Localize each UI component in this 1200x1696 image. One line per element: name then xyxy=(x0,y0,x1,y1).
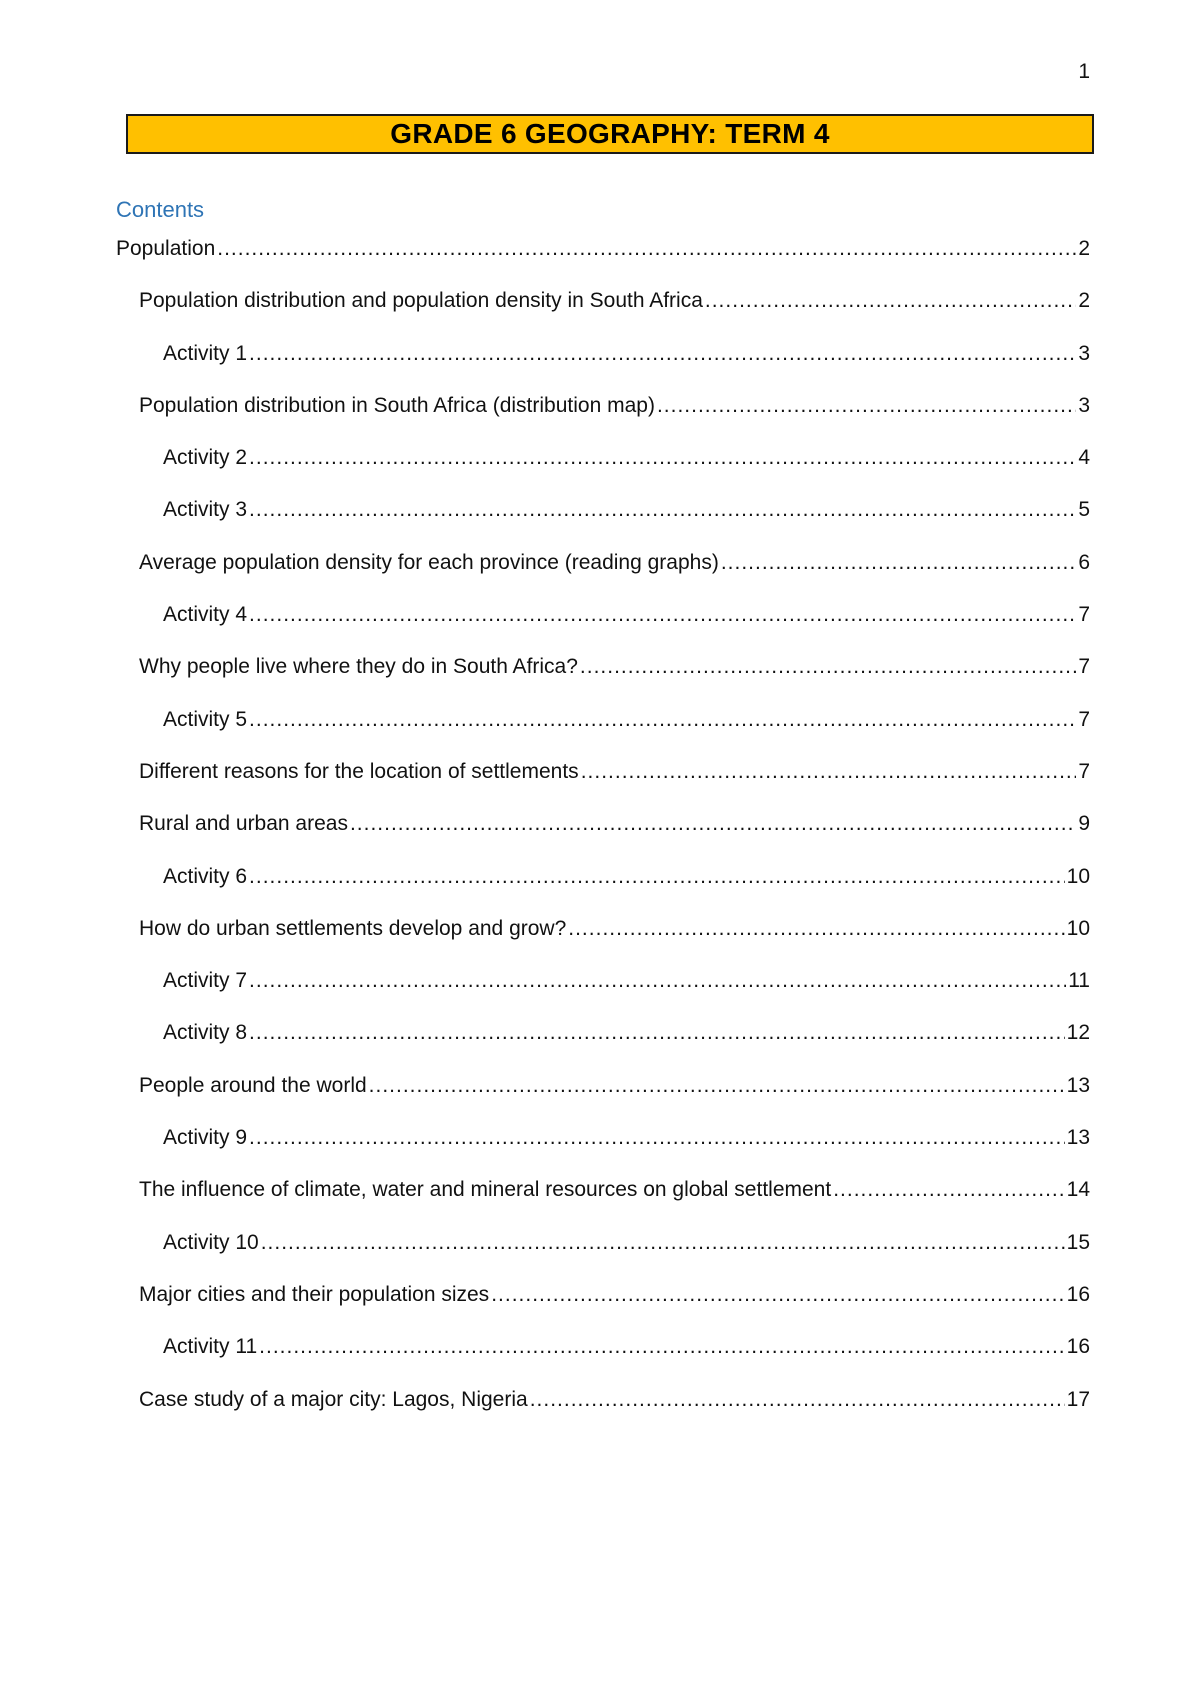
toc-entry[interactable] xyxy=(116,393,1090,445)
toc-entry-page[interactable]: 12 xyxy=(1066,1021,1090,1045)
toc-dot-leader xyxy=(261,1230,1065,1256)
toc-dot-leader xyxy=(249,445,1076,471)
toc-entry-page[interactable]: 17 xyxy=(1066,1387,1090,1411)
toc-entry[interactable] xyxy=(116,707,1090,759)
toc-entry[interactable] xyxy=(116,864,1090,916)
toc-entry-title[interactable]: Activity 2 xyxy=(163,446,248,470)
toc-dot-leader xyxy=(249,1125,1065,1151)
toc-entry-title[interactable]: Population distribution in South Africa (distribution map) xyxy=(139,393,655,417)
toc-entry-title[interactable]: Activity 6 xyxy=(163,864,248,888)
toc-entry[interactable] xyxy=(116,288,1090,340)
toc-entry-title[interactable]: Activity 4 xyxy=(163,603,248,627)
toc-entry-page[interactable]: 7 xyxy=(1078,603,1090,627)
toc-entry-page[interactable]: 6 xyxy=(1078,550,1090,574)
toc-entry-page[interactable]: 13 xyxy=(1066,1126,1090,1150)
toc-entry[interactable] xyxy=(116,916,1090,968)
toc-entry-page[interactable]: 16 xyxy=(1066,1282,1090,1306)
title-banner xyxy=(126,114,1094,154)
toc-entry-title[interactable]: Activity 11 xyxy=(163,1335,258,1359)
toc-dot-leader xyxy=(581,759,1077,785)
toc-entry-page[interactable]: 3 xyxy=(1078,341,1090,365)
toc-entry[interactable] xyxy=(116,1073,1090,1125)
toc-entry[interactable] xyxy=(116,654,1090,706)
toc-entry[interactable] xyxy=(116,341,1090,393)
toc-entry[interactable] xyxy=(116,1282,1090,1334)
toc-entry-page[interactable]: 15 xyxy=(1066,1230,1090,1254)
toc-entry-page[interactable]: 7 xyxy=(1078,707,1090,731)
toc-entry-page[interactable]: 10 xyxy=(1066,916,1090,940)
toc-entry-title[interactable]: Population distribution and population density in South Africa xyxy=(139,289,703,313)
toc-dot-leader xyxy=(350,811,1076,837)
toc-entry-page[interactable]: 5 xyxy=(1078,498,1090,522)
toc-entry[interactable] xyxy=(116,1177,1090,1229)
toc-dot-leader xyxy=(249,864,1065,890)
toc-dot-leader xyxy=(217,236,1076,262)
toc-entry-title[interactable]: Activity 9 xyxy=(163,1126,248,1150)
toc-entry-page[interactable]: 14 xyxy=(1066,1178,1090,1202)
toc-entry-title[interactable]: Why people live where they do in South Africa? xyxy=(139,655,578,679)
toc-entry-title[interactable]: Different reasons for the location of settlements xyxy=(139,759,579,783)
toc-dot-leader xyxy=(568,916,1064,942)
toc-entry-page[interactable]: 4 xyxy=(1078,446,1090,470)
toc-dot-leader xyxy=(657,393,1076,419)
toc-entry[interactable] xyxy=(116,968,1090,1020)
toc-dot-leader xyxy=(249,341,1076,367)
toc-dot-leader xyxy=(249,707,1076,733)
toc-entry-page[interactable]: 2 xyxy=(1078,289,1090,313)
toc-entry-title[interactable]: Population xyxy=(116,237,216,260)
toc-entry-page[interactable]: 7 xyxy=(1078,655,1090,679)
toc-dot-leader xyxy=(705,288,1076,314)
toc-dot-leader xyxy=(249,497,1076,523)
toc-entry-title[interactable]: Activity 7 xyxy=(163,969,248,993)
toc-dot-leader xyxy=(249,968,1066,994)
toc-entry-title[interactable]: Case study of a major city: Lagos, Nigeria xyxy=(139,1387,528,1411)
toc-entry[interactable] xyxy=(116,497,1090,549)
toc-entry-title[interactable]: Activity 10 xyxy=(163,1230,259,1254)
toc-entry-page[interactable]: 10 xyxy=(1066,864,1090,888)
toc-entry[interactable] xyxy=(116,445,1090,497)
toc-dot-leader xyxy=(580,654,1076,680)
toc-entry-page[interactable]: 3 xyxy=(1078,393,1090,417)
toc-dot-leader xyxy=(491,1282,1064,1308)
toc-entry-title[interactable]: Activity 3 xyxy=(163,498,248,522)
toc-entry-title[interactable]: Rural and urban areas xyxy=(139,812,348,836)
toc-dot-leader xyxy=(369,1073,1065,1099)
toc-entry-title[interactable]: Average population density for each province (reading graphs) xyxy=(139,550,719,574)
toc-entry[interactable] xyxy=(116,1125,1090,1177)
toc-entry-title[interactable]: People around the world xyxy=(139,1073,367,1097)
toc-entry-title[interactable]: The influence of climate, water and mineral resources on global settlement xyxy=(139,1178,832,1202)
toc-dot-leader xyxy=(530,1387,1065,1413)
toc-entry-page[interactable]: 16 xyxy=(1066,1335,1090,1359)
toc-entry-title[interactable]: Activity 1 xyxy=(163,341,248,365)
toc-entry[interactable] xyxy=(116,811,1090,863)
table-of-contents xyxy=(116,236,1090,1439)
contents-heading: Contents xyxy=(116,197,205,222)
toc-entry-page[interactable]: 7 xyxy=(1078,759,1090,783)
toc-entry[interactable] xyxy=(116,1230,1090,1282)
toc-entry[interactable] xyxy=(116,550,1090,602)
document-title: GRADE 6 GEOGRAPHY: TERM 4 xyxy=(390,118,830,149)
toc-entry-page[interactable]: 13 xyxy=(1066,1073,1090,1097)
toc-dot-leader xyxy=(259,1334,1064,1360)
toc-entry-title[interactable]: Activity 8 xyxy=(163,1021,248,1045)
toc-entry[interactable] xyxy=(116,236,1090,288)
toc-dot-leader xyxy=(721,550,1077,576)
toc-entry-page[interactable]: 11 xyxy=(1068,969,1090,993)
toc-entry[interactable] xyxy=(116,1334,1090,1386)
toc-entry[interactable] xyxy=(116,1387,1090,1439)
toc-entry[interactable] xyxy=(116,759,1090,811)
toc-entry-title[interactable]: How do urban settlements develop and grow? xyxy=(139,916,567,940)
toc-dot-leader xyxy=(833,1177,1064,1203)
toc-entry-title[interactable]: Activity 5 xyxy=(163,707,248,731)
toc-entry-page[interactable]: 2 xyxy=(1078,237,1090,260)
toc-entry[interactable] xyxy=(116,602,1090,654)
page-number: 1 xyxy=(1078,60,1090,83)
toc-dot-leader xyxy=(249,602,1076,628)
toc-dot-leader xyxy=(249,1020,1065,1046)
toc-entry-title[interactable]: Major cities and their population sizes xyxy=(139,1282,490,1306)
toc-entry-page[interactable]: 9 xyxy=(1078,812,1090,836)
toc-entry[interactable] xyxy=(116,1020,1090,1072)
